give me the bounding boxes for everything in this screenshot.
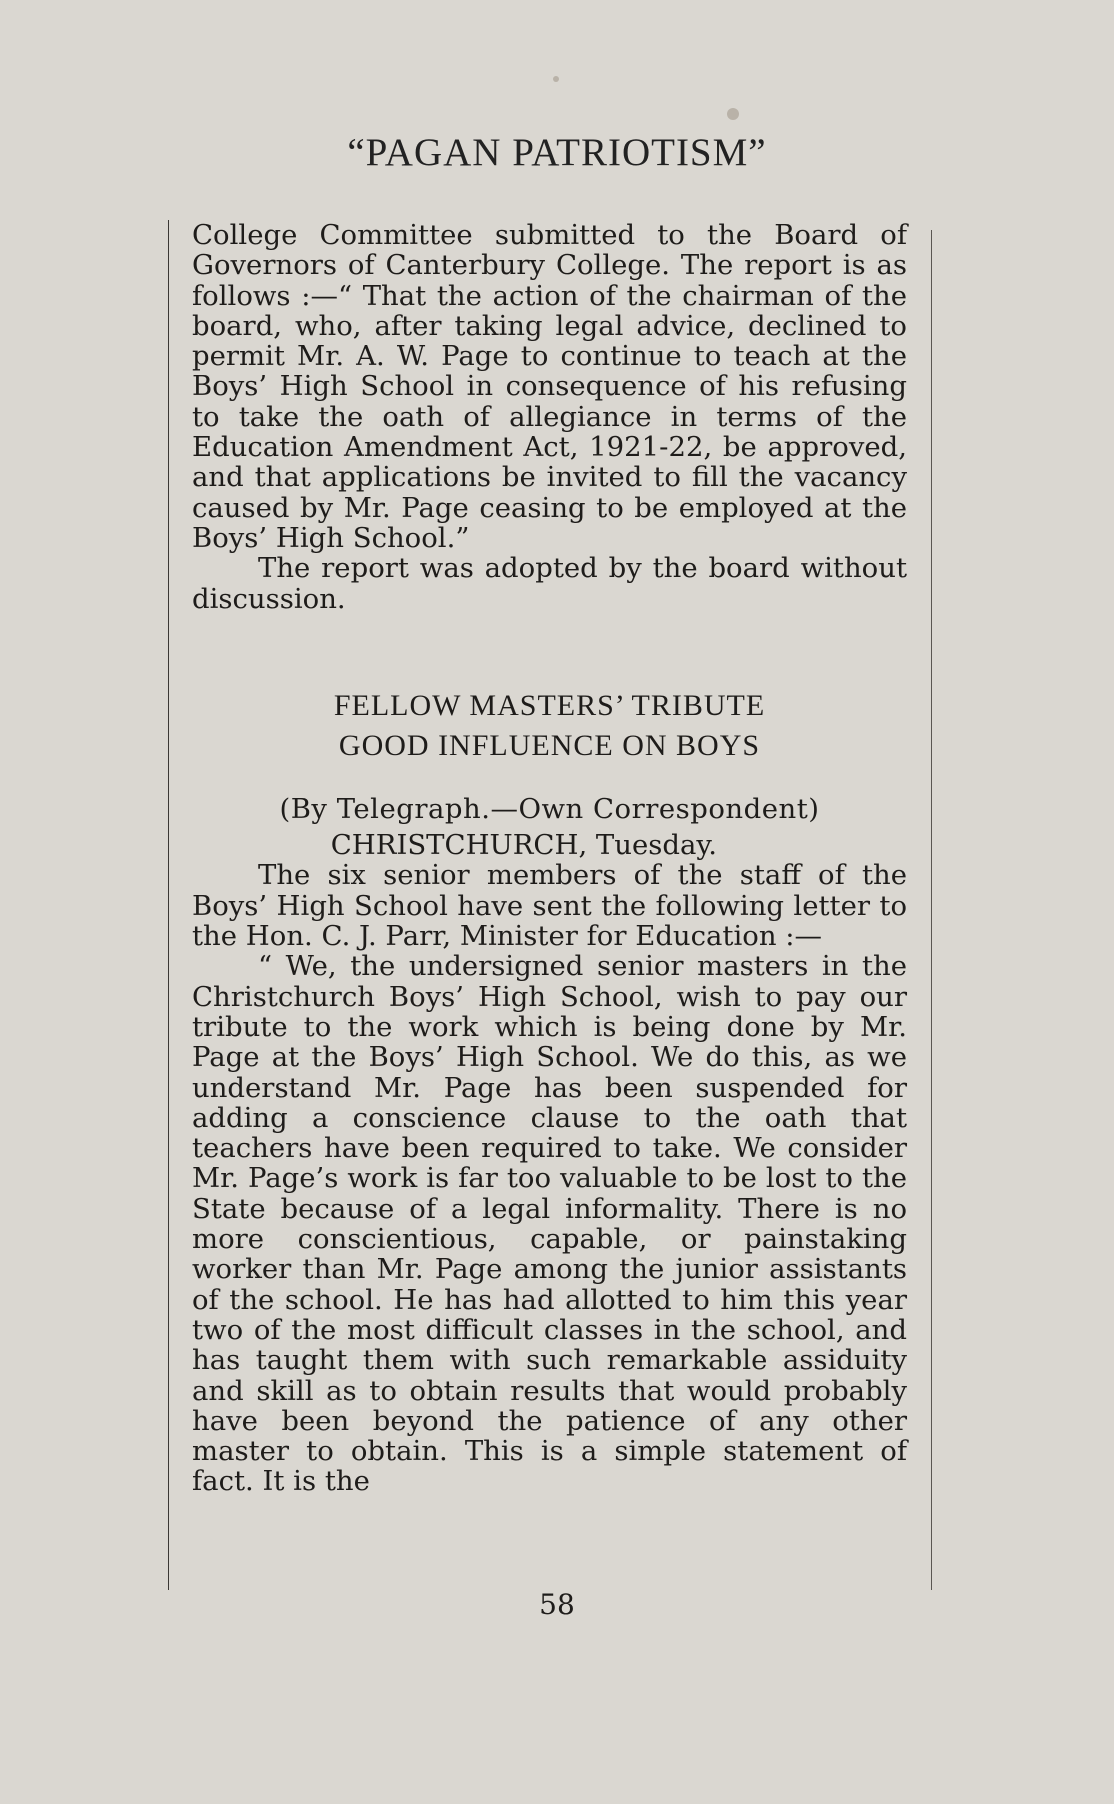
- article2-paragraph: The six senior members of the staff of the Boys’ High School have sent the following letter to the Hon. C. J. Parr, Minister for Education :—: [192, 859, 907, 953]
- column-rule-right: [931, 230, 932, 1590]
- byline: (By Telegraph.—Own Correspondent): [279, 792, 820, 825]
- article2-paragraph: “ We, the undersigned senior masters in the Christchurch Boys’ High School, wish to pay our tribute to the work which is being done by Mr. Page at the Boys’ High School. We do this, as we understand Mr. Page has been suspended for adding a conscience clause to the oath that teachers have been required to take. We consider Mr. Page’s work is far too valuable to be lost to the State because of a legal informality. There is no more conscientious, capable, or painstaking worker than Mr. Page among the junior assistants of the school. He has had allotted to him this year two of the most difficult classes in the school, and has taught them with such remarkable assiduity and skill as to obtain results that would probably have been beyond the patience of any other master to obtain. This is a simple statement of fact. It is the: [192, 950, 907, 1498]
- article1-paragraph: College Committee submitted to the Board of Governors of Canterbury College. The report is as follows :—“ That the action of the chairman of the board, who, after taking legal advice, declined to permit Mr. A. W. Page to continue to teach at the Boys’ High School in consequence of his refusing to take the oath of allegiance in terms of the Education Amendment Act, 1921-22, be approved, and that applications be invited to fill the vacancy caused by Mr. Page ceasing to be employed at the Boys’ High School.”: [192, 219, 907, 554]
- dateline: CHRISTCHURCH, Tuesday.: [330, 829, 717, 862]
- page-number: 58: [539, 1588, 575, 1621]
- article2-heading: FELLOW MASTERS’ TRIBUTE: [333, 688, 766, 722]
- column-rule-left: [168, 220, 169, 1590]
- text-column: [192, 220, 907, 1497]
- paper-speck: [553, 76, 559, 82]
- paper-speck: [727, 108, 739, 120]
- article1-paragraph: The report was adopted by the board without discussion.: [192, 552, 907, 615]
- article2-subheading: GOOD INFLUENCE ON BOYS: [338, 728, 761, 762]
- page-title: “PAGAN PATRIOTISM”: [347, 131, 767, 174]
